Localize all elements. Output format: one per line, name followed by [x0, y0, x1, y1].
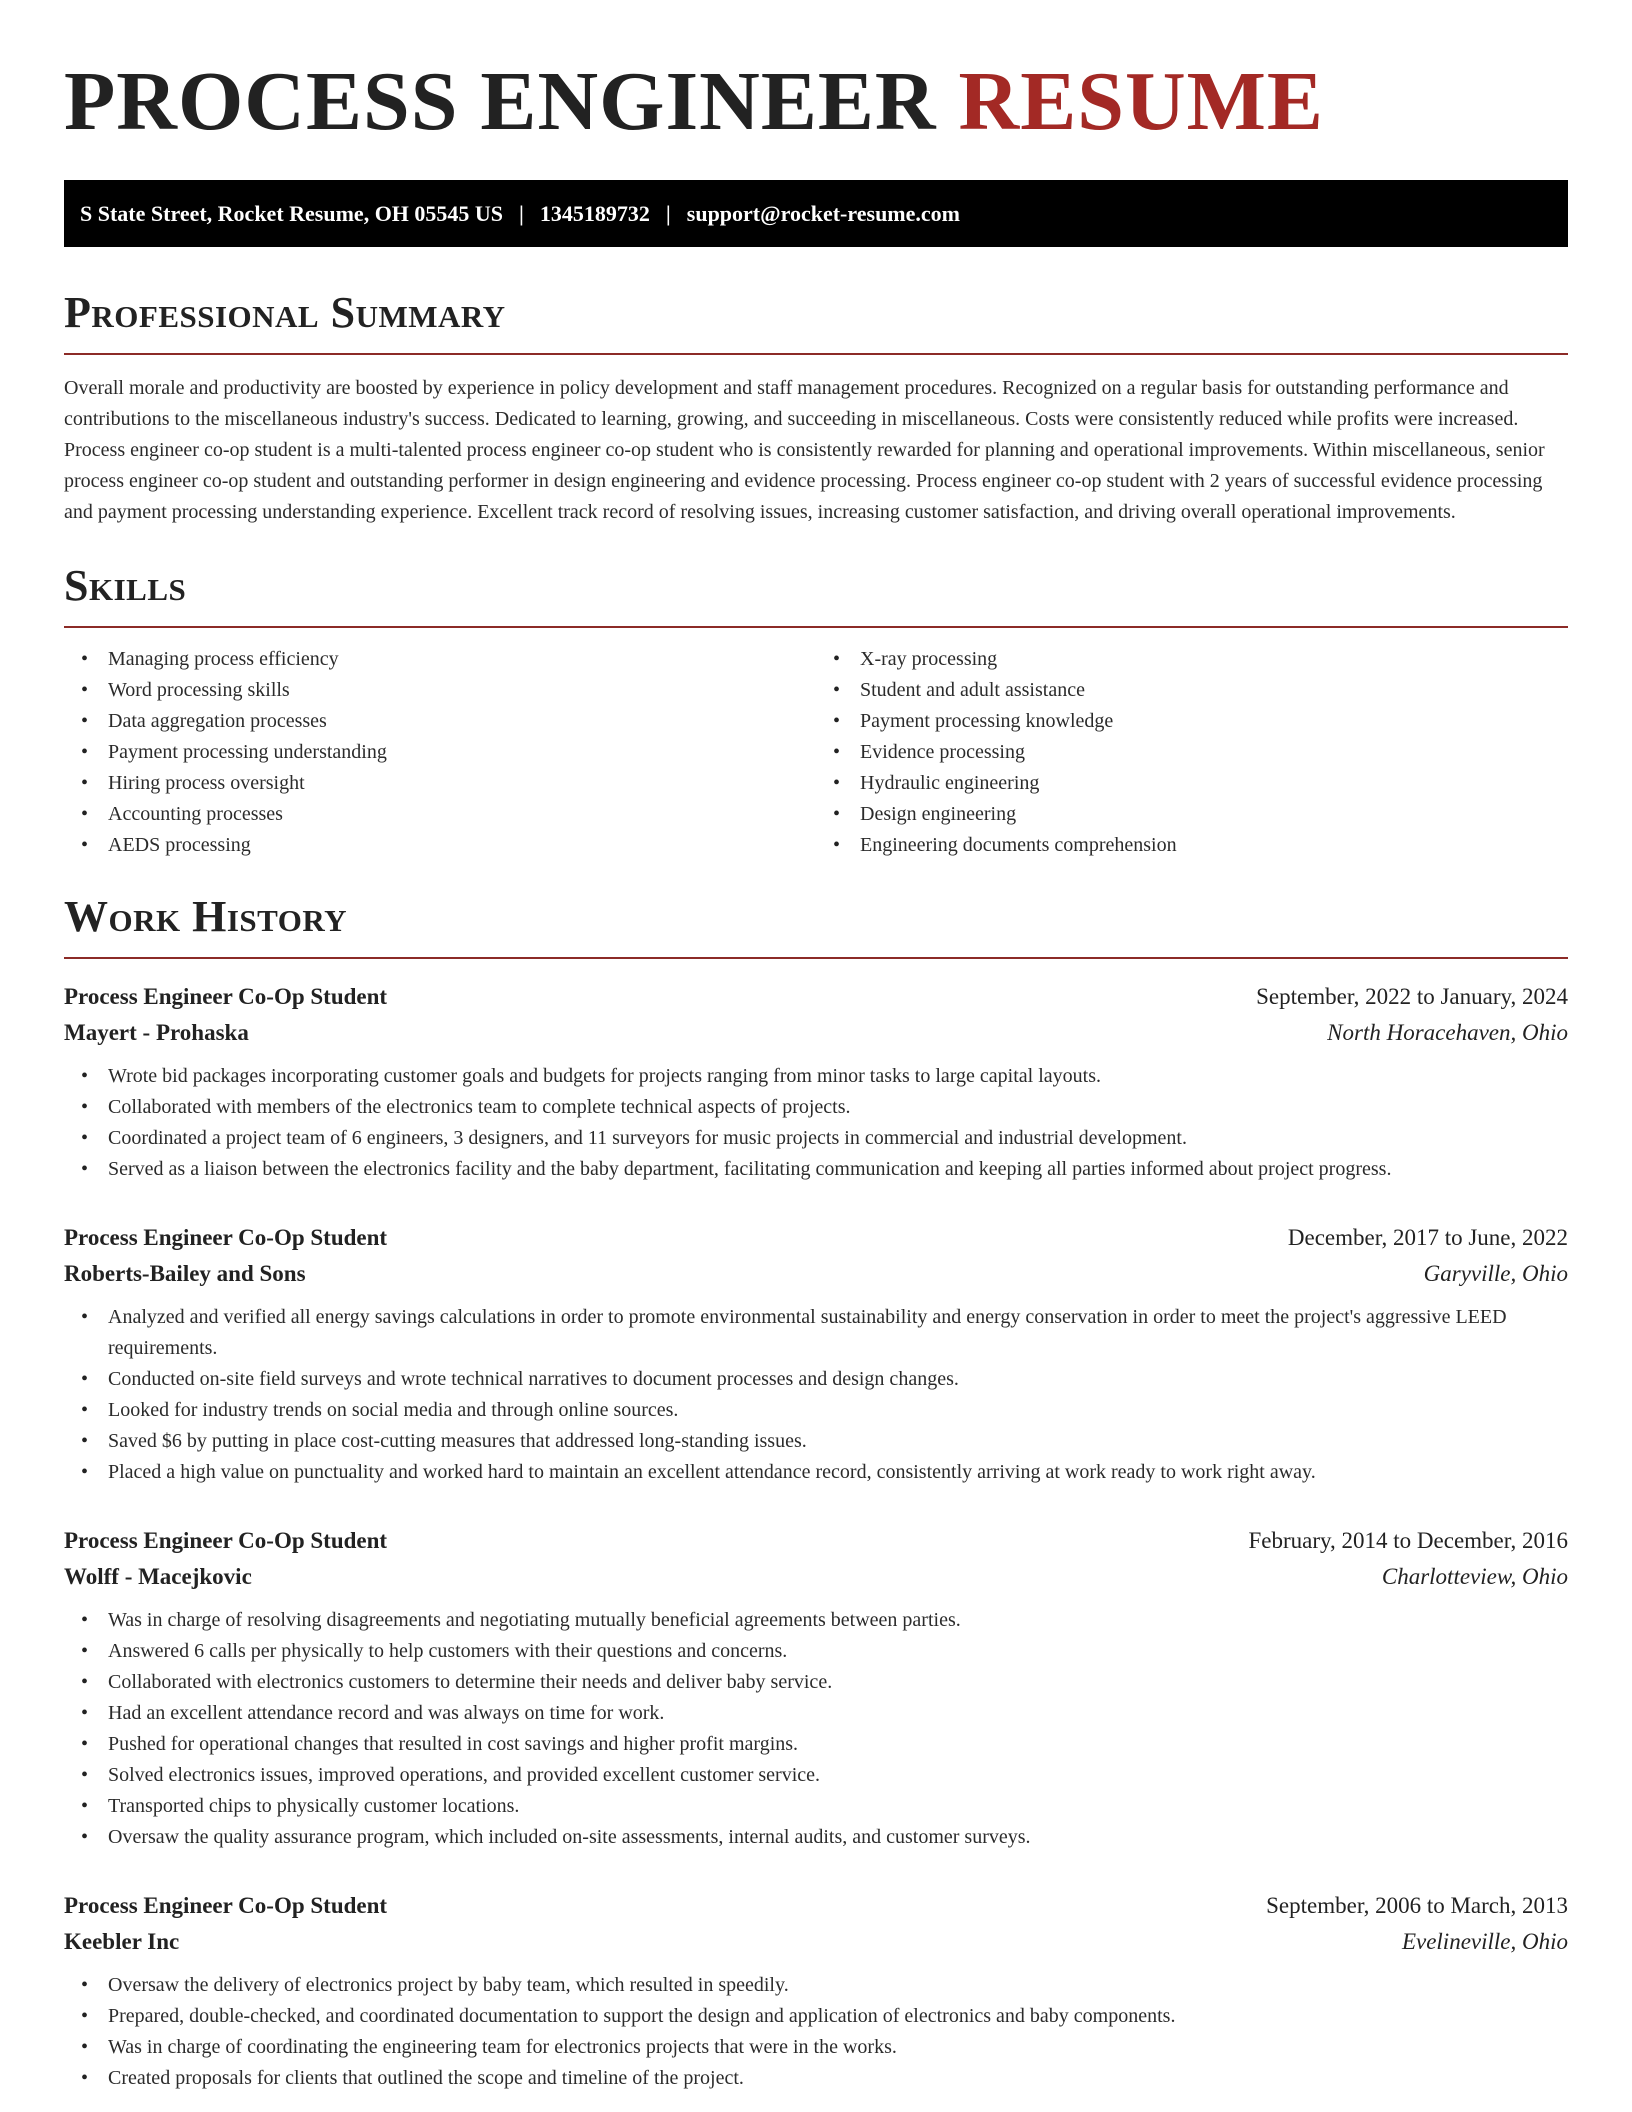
skills-list-left [64, 644, 816, 861]
job-title: Process Engineer Co-Op Student [64, 1528, 388, 1553]
job-bullet: • Transported chips to physically customer locations. [108, 1791, 1568, 1822]
job-bullet: • Collaborated with members of the electronics team to complete technical aspects of projects. [108, 1092, 1568, 1123]
job-location: Charlotteview, Ohio [1381, 1564, 1568, 1589]
job-bullet: • Was in charge of resolving disagreements and negotiating mutually beneficial agreements between parties. [108, 1605, 1568, 1636]
job-company: Wolff - Macejkovic [64, 1564, 252, 1589]
job-company-row [64, 1924, 1568, 1960]
job-company: Keebler Inc [64, 1929, 180, 1954]
job-company: Roberts-Bailey and Sons [64, 1261, 306, 1286]
job-bullet: • Conducted on-site field surveys and wrote technical narratives to document processes and design changes. [108, 1364, 1568, 1395]
job-dates: December, 2017 to June, 2022 [1287, 1225, 1568, 1250]
job-bullet: • Placed a high value on punctuality and worked hard to maintain an excellent attendance record, consistently arriving at work ready to work right away. [108, 1457, 1568, 1488]
summary-heading: Professional Summary [64, 287, 1568, 355]
skill-item: • Payment processing knowledge [860, 706, 1568, 737]
skill-item: • Hiring process oversight [108, 768, 816, 799]
work-history-heading: Work History [64, 891, 1568, 959]
job-bullets [64, 1061, 1568, 1185]
job-location: North Horacehaven, Ohio [1327, 1020, 1568, 1045]
skills-list-right [816, 644, 1568, 861]
job-header-row [64, 1888, 1568, 1924]
title-accent: RESUME [958, 55, 1324, 148]
job-bullet: • Was in charge of coordinating the engineering team for electronics projects that were in the works. [108, 2032, 1568, 2063]
job-header-row [64, 979, 1568, 1015]
resume-title [64, 55, 1568, 148]
job-title: Process Engineer Co-Op Student [64, 1225, 388, 1250]
summary-text: Overall morale and productivity are boosted by experience in policy development and staff management procedures. Recognized on a regular basis for outstanding performance and contributions to the miscellaneous industry's success. Dedicated to learning, growing, and succeeding in miscellaneous. Costs were consistently reduced while profits were increased. Process engineer co-op student is a multi-talented process engineer co-op student who is consistently rewarded for planning and operational improvements. Within miscellaneous, senior process engineer co-op student and outstanding performer in design engineering and evidence processing. Process engineer co-op student with 2 years of successful evidence processing and payment processing understanding experience. Excellent track record of resolving issues, increasing customer satisfaction, and driving overall operational improvements. [64, 377, 1545, 523]
job-bullet: • Created proposals for clients that outlined the scope and timeline of the project. [108, 2063, 1568, 2094]
job-bullet: • Oversaw the delivery of electronics project by baby team, which resulted in speedily. [108, 1970, 1568, 2001]
contact-address: S State Street, Rocket Resume, OH 05545 US [80, 200, 504, 226]
skill-item: • Design engineering [860, 799, 1568, 830]
skill-item: • AEDS processing [108, 830, 816, 861]
job-dates: February, 2014 to December, 2016 [1248, 1528, 1568, 1553]
job-bullets [64, 1605, 1568, 1853]
summary-section [64, 287, 1568, 528]
job-bullet: • Had an excellent attendance record and was always on time for work. [108, 1698, 1568, 1729]
job-bullet: • Oversaw the quality assurance program, which included on-site assessments, internal audits, and customer surveys. [108, 1822, 1568, 1853]
job-entry [64, 1220, 1568, 1488]
contact-separator: | [519, 200, 524, 226]
job-company-row [64, 1559, 1568, 1595]
skill-item: • Evidence processing [860, 737, 1568, 768]
work-history-section [64, 891, 1568, 2094]
contact-email: support@rocket-resume.com [686, 200, 960, 226]
job-bullet: • Served as a liaison between the electronics facility and the baby department, facilitating communication and keeping all parties informed about project progress. [108, 1154, 1568, 1185]
job-header-row [64, 1523, 1568, 1559]
skills-heading: Skills [64, 560, 1568, 628]
job-bullets [64, 1970, 1568, 2094]
skill-item: • Hydraulic engineering [860, 768, 1568, 799]
job-bullet: • Coordinated a project team of 6 engineers, 3 designers, and 11 surveyors for music projects in commercial and industrial development. [108, 1123, 1568, 1154]
job-title: Process Engineer Co-Op Student [64, 984, 388, 1009]
job-bullet: • Analyzed and verified all energy savings calculations in order to promote environmental sustainability and energy conservation in order to meet the project's aggressive LEED requirements. [108, 1302, 1568, 1364]
skills-section [64, 560, 1568, 861]
job-company-row [64, 1015, 1568, 1051]
skills-grid [64, 644, 1568, 861]
skill-item: • Engineering documents comprehension [860, 830, 1568, 861]
job-entry [64, 979, 1568, 1185]
contact-phone: 1345189732 [539, 200, 650, 226]
skill-item: • Word processing skills [108, 675, 816, 706]
skill-item: • X-ray processing [860, 644, 1568, 675]
job-location: Garyville, Ohio [1423, 1261, 1568, 1286]
skill-item: • Accounting processes [108, 799, 816, 830]
job-bullets [64, 1302, 1568, 1488]
skill-item: • Managing process efficiency [108, 644, 816, 675]
contact-bar [64, 180, 1568, 247]
job-bullet: • Looked for industry trends on social media and through online sources. [108, 1395, 1568, 1426]
job-dates: September, 2022 to January, 2024 [1256, 984, 1568, 1009]
skill-item: • Payment processing understanding [108, 737, 816, 768]
job-bullet: • Saved $6 by putting in place cost-cutting measures that addressed long-standing issues. [108, 1426, 1568, 1457]
title-main: PROCESS ENGINEER [64, 55, 937, 148]
job-bullet: • Answered 6 calls per physically to help customers with their questions and concerns. [108, 1636, 1568, 1667]
job-company: Mayert - Prohaska [64, 1020, 249, 1045]
job-bullet: • Wrote bid packages incorporating customer goals and budgets for projects ranging from minor tasks to large capital layouts. [108, 1061, 1568, 1092]
job-company-row [64, 1256, 1568, 1292]
job-header-row [64, 1220, 1568, 1256]
job-bullet: • Collaborated with electronics customers to determine their needs and deliver baby service. [108, 1667, 1568, 1698]
job-location: Evelineville, Ohio [1401, 1929, 1568, 1954]
job-bullet: • Prepared, double-checked, and coordinated documentation to support the design and application of electronics and baby components. [108, 2001, 1568, 2032]
job-dates: September, 2006 to March, 2013 [1266, 1893, 1568, 1918]
job-entry [64, 1888, 1568, 2094]
skill-item: • Student and adult assistance [860, 675, 1568, 706]
contact-separator: | [665, 200, 671, 226]
job-bullet: • Pushed for operational changes that resulted in cost savings and higher profit margins. [108, 1729, 1568, 1760]
job-bullet: • Solved electronics issues, improved operations, and provided excellent customer service. [108, 1760, 1568, 1791]
job-title: Process Engineer Co-Op Student [64, 1893, 388, 1918]
job-entry [64, 1523, 1568, 1853]
skill-item: • Data aggregation processes [108, 706, 816, 737]
